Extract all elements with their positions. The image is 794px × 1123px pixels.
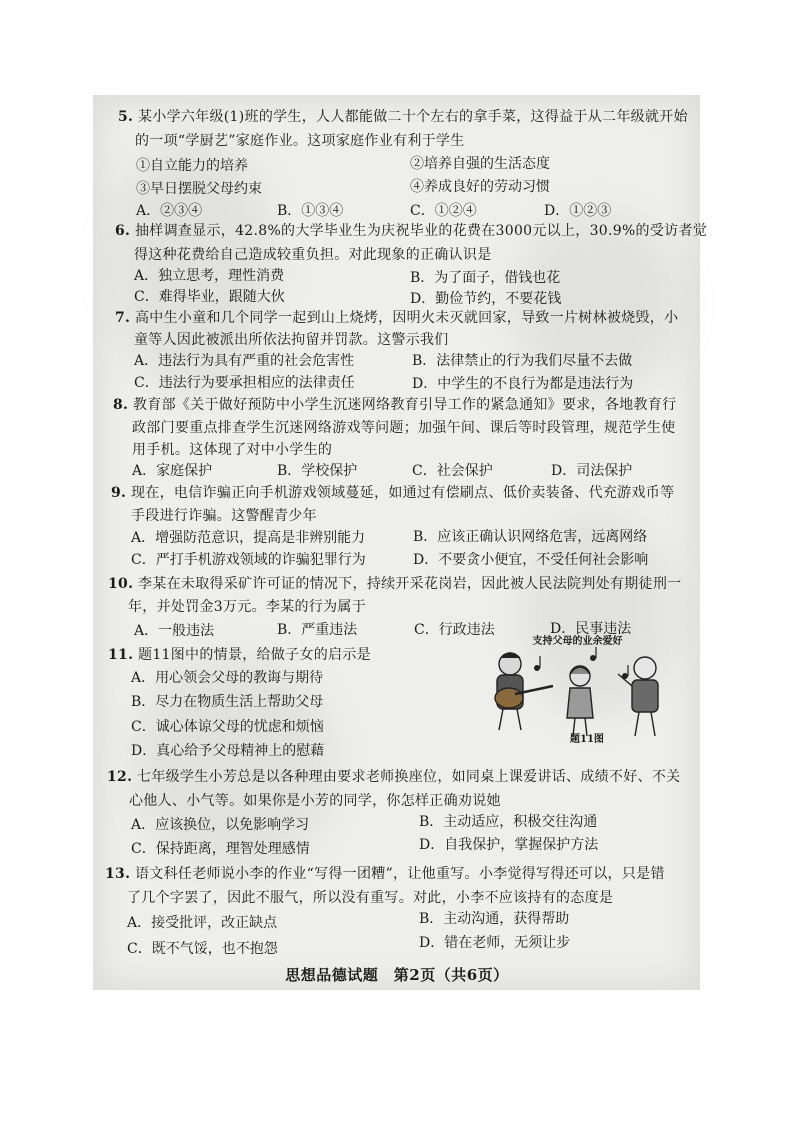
question-7-option-d: D．中学生的不良行为都是违法行为	[412, 376, 634, 392]
father-figure	[618, 657, 658, 736]
question-5-option-c: C．①②④	[410, 203, 477, 219]
question-9-option-c: C．严打手机游戏领域的诈骗犯罪行为	[131, 552, 366, 568]
question-11-option-d: D．真心给予父母精神上的慰藉	[131, 743, 325, 759]
question-9-option-d: D．不要贪小便宜，不受任何社会影响	[413, 552, 649, 568]
figure-caption: 题11图	[570, 734, 604, 745]
question-5-item: ③早日摆脱父母约束	[136, 181, 262, 197]
question-10-stem: 10. 李某在未取得采矿许可证的情况下，持续开采花岗岩，因此被人民法院判处有期徒刑一	[108, 576, 682, 592]
question-11-option-b: B．尽力在物质生活上帮助父母	[131, 694, 324, 710]
question-12-option-a: A．应该换位，以免影响学习	[131, 817, 310, 833]
question-11-figure	[475, 632, 680, 747]
question-12-option-b: B．主动适应，积极交往沟通	[419, 814, 598, 830]
question-5-option-a: A．②③④	[136, 203, 203, 219]
question-6-stem-cont: 得这种花费给自己造成较重负担。对此现象的正确认识是	[134, 247, 492, 263]
question-5-option-d: D．①②③	[544, 203, 612, 219]
question-10-option-b: B．严重违法	[277, 622, 358, 638]
question-11-option-a: A．用心领会父母的教诲与期待	[131, 670, 324, 686]
question-13-stem: 13. 语文科任老师说小李的作业“写得一团糟”，让他重写。小李觉得写得还可以，只是错	[105, 866, 665, 882]
question-8-option-c: C．社会保护	[412, 463, 493, 479]
question-12-option-c: C．保持距离，理智处理感情	[131, 841, 310, 857]
figure-title: 支持父母的业余爱好	[532, 636, 623, 647]
question-8-option-d: D．司法保护	[551, 463, 633, 479]
question-7-option-a: A．违法行为具有严重的社会危害性	[134, 353, 355, 369]
question-6-stem: 6. 抽样调查显示，42.8%的大学毕业生为庆祝毕业的花费在3000元以上，30.9%的受访者觉	[115, 223, 708, 239]
question-9-option-b: B．应该正确认识网络危害，远离网络	[413, 529, 648, 545]
question-9-option-a: A．增强防范意识，提高是非辨别能力	[131, 530, 366, 546]
question-12-stem-cont: 心他人、小气等。如果你是小芳的同学，你怎样正确劝说她	[129, 793, 501, 809]
question-10-option-c: C．行政违法	[414, 622, 495, 638]
question-8-option-a: A．家庭保护	[132, 463, 213, 479]
question-13-option-b: B．主动沟通，获得帮助	[419, 911, 570, 927]
question-13-option-c: C．既不气馁，也不抱怨	[127, 941, 278, 957]
question-7-option-b: B．法律禁止的行为我们尽量不去做	[412, 353, 633, 369]
question-12-option-d: D．自我保护，掌握保护方法	[419, 837, 599, 853]
question-11-option-c: C．诚心体谅父母的忧虑和烦恼	[131, 719, 324, 735]
question-7-option-c: C．违法行为要承担相应的法律责任	[134, 375, 355, 391]
question-8-option-b: B．学校保护	[277, 463, 358, 479]
question-10-option-a: A．一般违法	[134, 623, 215, 639]
question-9-stem-cont: 手段进行诈骗。这警醒青少年	[131, 508, 317, 524]
question-8-stem-cont: 用手机。这体现了对中小学生的	[132, 442, 333, 458]
mother-figure	[567, 666, 593, 736]
question-6-option-b: B．为了面子，借钱也花	[410, 270, 561, 286]
question-13-option-a: A．接受批评，改正缺点	[127, 915, 278, 931]
question-5-option-b: B．①③④	[277, 203, 344, 219]
question-5-item: ②培养自强的生活态度	[410, 156, 550, 172]
question-5-item: ④养成良好的劳动习惯	[410, 179, 550, 195]
question-7-stem: 7. 高中生小童和几个同学一起到山上烧烤，因明火未灭就回家，导致一片树林被烧毁，小	[115, 310, 679, 326]
question-8-stem: 8. 教育部《关于做好预防中小学生沉迷网络教育引导工作的紧急通知》要求，各地教育行	[113, 397, 677, 413]
question-11-stem: 11. 题11图中的情景，给做子女的启示是	[108, 647, 371, 663]
question-12-stem: 12. 七年级学生小芳总是以各种理由要求老师换座位，如同桌上课爱讲话、成绩不好、不关	[107, 769, 681, 785]
page-footer: 思想品德试题 第2页（共6页）	[285, 966, 509, 984]
question-13-stem-cont: 了几个字罢了，因此不服气，所以没有重写。对此，小李不应该持有的态度是	[127, 890, 614, 906]
question-5-item: ①自立能力的培养	[136, 158, 248, 174]
question-10-stem-cont: 年，并处罚金3万元。李某的行为属于	[128, 599, 367, 615]
question-7-stem-cont: 童等人因此被派出所依法拘留并罚款。这警示我们	[134, 332, 449, 348]
question-9-stem: 9. 现在，电信诈骗正向手机游戏领域蔓延，如通过有偿刷点、低价卖装备、代充游戏币等	[111, 485, 675, 501]
question-6-option-d: D．勤俭节约，不要花钱	[410, 291, 562, 307]
question-5-stem: 5. 某小学六年级(1)班的学生，人人都能做二十个左右的拿手菜，这得益于从二年级就开始	[118, 109, 688, 125]
child-guitarist-figure	[495, 653, 553, 730]
question-6-option-a: A．独立思考，理性消费	[134, 268, 285, 284]
question-10-option-d: D．民事违法	[550, 621, 632, 637]
question-8-stem-cont: 政部门要重点排查学生沉迷网络游戏等问题；加强午间、课后等时段管理，规范学生使	[132, 420, 676, 436]
question-5-stem-cont: 的一项“学厨艺”家庭作业。这项家庭作业有利于学生	[135, 133, 465, 149]
question-13-option-d: D．错在老师，无须让步	[419, 935, 571, 951]
question-6-option-c: C．难得毕业，跟随大伙	[134, 289, 285, 305]
